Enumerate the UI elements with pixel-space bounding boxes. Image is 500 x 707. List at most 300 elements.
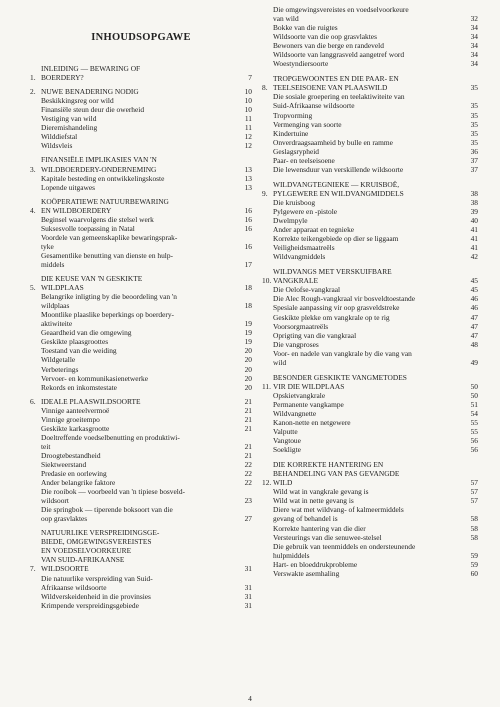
toc-entry	[30, 406, 252, 415]
toc-entry-text: Vinnige groeitempo	[41, 414, 100, 424]
toc-entry-text: Die rooibok — voorbeeld van 'n tipiese bosveld- wildsoort	[41, 487, 185, 506]
chapter-heading	[262, 460, 478, 487]
toc-chapter	[262, 180, 478, 261]
toc-entry	[30, 505, 252, 523]
toc-entry-text: Geskikte karkasgrootte	[41, 423, 110, 433]
toc-entry-page: 31	[244, 582, 252, 592]
toc-entry	[262, 487, 478, 496]
chapter-page: 38	[470, 188, 478, 198]
toc-entry	[30, 251, 252, 269]
toc-entry	[30, 123, 252, 132]
toc-entry-page: 20	[244, 373, 252, 383]
toc-entry-page: 11	[244, 123, 252, 133]
toc-entry-text: Moontlike plaaslike beperkings op boerdery- aktiwiteite	[41, 310, 174, 329]
chapter-page: 21	[244, 396, 252, 406]
toc-entry	[30, 383, 252, 392]
toc-entry-text: Dwelmpyle	[273, 216, 308, 226]
toc-entry	[30, 224, 252, 233]
toc-entry	[262, 560, 478, 569]
toc-entry	[30, 487, 252, 505]
chapter-number: 1.	[30, 73, 36, 83]
toc-entry-text: Vervoer- en kommunikasienetwerke	[41, 373, 148, 383]
toc-entry-page: 16	[244, 214, 252, 224]
chapter-page: 7	[248, 73, 252, 83]
chapter-page: 50	[470, 381, 478, 391]
page-number: 4	[248, 694, 252, 703]
toc-entry-page: 20	[244, 355, 252, 365]
toc-entry-text: Voor- en nadele van vangkrale by die vang van wild	[273, 348, 412, 367]
toc-entry-page: 23	[244, 496, 252, 506]
toc-entry-page: 41	[470, 234, 478, 244]
chapter-title: DIE KEUSE VAN 'N GESKIKTE WILDPLAAS	[41, 274, 143, 293]
chapter-page: 13	[244, 164, 252, 174]
toc-entry-page: 35	[470, 101, 478, 111]
toc-entry-text: Geskikte plaasgroottes	[41, 337, 109, 347]
toc-entry	[30, 233, 252, 251]
toc-entry	[262, 156, 478, 165]
toc-entry	[262, 322, 478, 331]
toc-entry-text: Wildgetalle	[41, 355, 76, 365]
toc-chapter	[30, 274, 252, 392]
toc-entry-text: Rekords en inkomstestate	[41, 382, 117, 392]
toc-entry-text: Predasie en oorlewing	[41, 469, 107, 479]
toc-entry-page: 19	[244, 328, 252, 338]
toc-entry	[262, 59, 478, 68]
toc-entry-page: 16	[244, 223, 252, 233]
toc-entry	[30, 105, 252, 114]
toc-entry-text: Die kruisboog	[273, 197, 316, 207]
chapter-heading	[30, 155, 252, 173]
toc-entry	[262, 23, 478, 32]
toc-entry	[262, 303, 478, 312]
chapter-number: 9.	[262, 188, 268, 198]
chapter-title: TROPGEWOONTES EN DIE PAAR- EN TEELSEISOENE VAN PLAASWILD	[273, 74, 399, 93]
toc-entry-page: 34	[470, 32, 478, 42]
toc-entry	[262, 313, 478, 322]
toc-entry-text: Wildsoorte van langgrasveld aangetref word	[273, 50, 405, 60]
toc-entry-page: 41	[470, 243, 478, 253]
toc-chapter	[30, 155, 252, 191]
toc-entry	[262, 294, 478, 303]
toc-entry-text: Die lewensduur van verskillende wildsoorte	[273, 164, 404, 174]
toc-entry	[30, 328, 252, 337]
toc-entry-page: 31	[244, 591, 252, 601]
toc-entry-text: Vinnige aanteelvermoë	[41, 405, 110, 415]
toc-chapter	[262, 74, 478, 174]
toc-entry	[262, 216, 478, 225]
chapter-title: IDEALE PLAASWILDSOORTE	[41, 396, 141, 406]
toc-entry-text: Lopende uitgawes	[41, 182, 95, 192]
toc-entry	[262, 198, 478, 207]
toc-entry-page: 19	[244, 337, 252, 347]
toc-entry-text: Toestand van die weiding	[41, 346, 117, 356]
toc-chapter	[30, 197, 252, 269]
toc-entry-page: 22	[244, 478, 252, 488]
toc-entry-page: 40	[470, 216, 478, 226]
toc-entry-text: Verswakte asemhaling	[273, 568, 340, 578]
toc-entry	[30, 478, 252, 487]
toc-entry	[30, 469, 252, 478]
toc-entry	[30, 292, 252, 310]
right-continued-entries	[262, 5, 478, 68]
toc-entry	[262, 496, 478, 505]
toc-entry	[262, 243, 478, 252]
toc-entry-text: Paar- en teelseisoene	[273, 155, 335, 165]
chapter-heading	[30, 87, 252, 96]
toc-entry	[262, 418, 478, 427]
toc-entry-page: 38	[470, 197, 478, 207]
toc-entry	[30, 601, 252, 610]
toc-entry-text: Geaardheid van die omgewing	[41, 328, 132, 338]
toc-entry-page: 21	[244, 414, 252, 424]
toc-entry	[262, 505, 478, 523]
toc-entry-text: Spesiale aanpassing vir oop grasveldstreke	[273, 303, 400, 313]
right-column	[262, 0, 478, 584]
toc-entry-page: 47	[470, 312, 478, 322]
toc-entry-text: Wildsoorte van die oop grasvlaktes	[273, 32, 377, 42]
toc-entry-page: 21	[244, 423, 252, 433]
chapter-number: 5.	[30, 283, 36, 293]
toc-entry-text: Vestiging van wild	[41, 114, 97, 124]
toc-entry-text: Soekligte	[273, 445, 301, 455]
toc-entry	[262, 32, 478, 41]
toc-entry-text: Gesamentlike benutting van dienste en hulp- middels	[41, 250, 173, 269]
toc-entry-text: Finansiële steun deur die owerheid	[41, 105, 145, 115]
toc-entry-page: 20	[244, 382, 252, 392]
chapter-heading	[30, 64, 252, 82]
toc-entry-text: Kapitale besteding en ontwikkelingskoste	[41, 173, 165, 183]
toc-entry-text: Bewoners van die berge en randeveld	[273, 41, 384, 51]
toc-entry-page: 37	[470, 155, 478, 165]
toc-entry-page: 55	[470, 418, 478, 428]
toc-entry-text: Die omgewingsvereistes en voedselvoorkeure van wild	[273, 5, 409, 24]
toc-entry	[262, 285, 478, 294]
toc-entry-page: 56	[470, 436, 478, 446]
toc-entry-text: Doeltreffende voedselbenutting en produktiwi- teit	[41, 432, 180, 451]
toc-entry-page: 20	[244, 364, 252, 374]
toc-chapter	[262, 267, 478, 367]
toc-entry-page: 22	[244, 459, 252, 469]
toc-entry-page: 37	[470, 164, 478, 174]
toc-entry-text: Wildvangnette	[273, 408, 317, 418]
toc-entry	[30, 337, 252, 346]
toc-entry	[262, 445, 478, 454]
toc-entry	[30, 114, 252, 123]
toc-entry-page: 47	[470, 330, 478, 340]
toc-entry-text: Hart- en bloeddrukprobleme	[273, 559, 358, 569]
toc-entry-text: Korrekte hantering van die dier	[273, 523, 366, 533]
chapter-title: WILDVANGTEGNIEKE — KRUISBOË, PYLGEWERE EN WILDVANGMIDDELS	[273, 179, 404, 198]
toc-entry-page: 32	[470, 14, 478, 24]
toc-entry-text: Oprigting van die vangkraal	[273, 330, 357, 340]
toc-entry-page: 19	[244, 319, 252, 329]
toc-entry	[262, 542, 478, 560]
toc-entry-text: Vangtoue	[273, 436, 301, 446]
toc-entry-page: 21	[244, 450, 252, 460]
left-sections	[30, 64, 252, 610]
toc-chapter	[30, 397, 252, 524]
toc-entry	[262, 92, 478, 110]
toc-entry	[262, 50, 478, 59]
toc-chapter	[30, 528, 252, 609]
toc-entry-text: Wild wat in vangkrale gevang is	[273, 487, 369, 497]
toc-entry-text: Dieremishandeling	[41, 123, 98, 133]
toc-chapter	[30, 87, 252, 150]
toc-entry	[262, 569, 478, 578]
toc-entry-text: Die springbok — tiperende boksoort van die oop grasvlaktes	[41, 505, 173, 524]
toc-entry	[30, 592, 252, 601]
toc-entry-text: Permanente vangkampe	[273, 399, 344, 409]
toc-entry-text: Wildverskeidenheid in die provinsies	[41, 591, 151, 601]
toc-entry-page: 34	[470, 50, 478, 60]
toc-entry-text: Wild wat in nette gevang is	[273, 496, 354, 506]
toc-entry-text: Onverdraagsaamheid by bulle en ramme	[273, 137, 393, 147]
toc-entry	[262, 391, 478, 400]
toc-chapter	[30, 64, 252, 82]
toc-entry-page: 48	[470, 339, 478, 349]
toc-entry	[262, 147, 478, 156]
toc-entry-page: 35	[470, 110, 478, 120]
toc-entry-page: 34	[470, 41, 478, 51]
toc-entry-text: Ander belangrike faktore	[41, 478, 116, 488]
chapter-number: 11.	[262, 381, 271, 391]
chapter-page: 18	[244, 283, 252, 293]
toc-entry	[30, 132, 252, 141]
toc-entry-text: Valputte	[273, 427, 298, 437]
chapter-heading	[30, 397, 252, 406]
toc-entry-text: Kindertuine	[273, 128, 309, 138]
toc-entry	[262, 225, 478, 234]
toc-entry	[262, 138, 478, 147]
chapter-heading	[30, 528, 252, 573]
chapter-page: 31	[244, 564, 252, 574]
toc-entry-text: Pylgewere en -pistole	[273, 206, 338, 216]
toc-entry-text: Woestyndiersoorte	[273, 59, 329, 69]
chapter-title: BESONDER GESKIKTE VANGMETODES VIR DIE WILDPLAAS	[273, 372, 407, 391]
toc-entry-page: 45	[470, 285, 478, 295]
toc-entry	[30, 451, 252, 460]
toc-entry-text: Droogtebestandheid	[41, 450, 101, 460]
toc-entry-page: 27	[244, 514, 252, 524]
toc-entry-text: Ander apparaat en tegnieke	[273, 225, 355, 235]
toc-entry	[262, 524, 478, 533]
toc-chapter	[262, 460, 478, 578]
toc-entry-text: Die vangproses	[273, 339, 319, 349]
toc-entry-page: 17	[244, 259, 252, 269]
toc-entry	[30, 460, 252, 469]
toc-entry-text: Die Alec Rough-vangkraal vir bosveldtoestande	[273, 294, 416, 304]
toc-entry	[262, 5, 478, 23]
right-sections	[262, 74, 478, 577]
chapter-title: KOÖPERATIEWE NATUURBEWARING EN WILDBOERDERY	[41, 196, 169, 215]
toc-entry-text: Die sosiale groepering en teelaktiwiteite van Suid-Afrikaanse wildsoorte	[273, 92, 405, 111]
toc-entry-page: 59	[470, 550, 478, 560]
toc-entry-text: Versteurings van die senuwee-stelsel	[273, 532, 382, 542]
toc-entry-page: 46	[470, 294, 478, 304]
toc-entry-page: 13	[244, 173, 252, 183]
toc-chapter	[262, 373, 478, 454]
toc-entry	[262, 349, 478, 367]
chapter-number: 8.	[262, 83, 268, 93]
chapter-title: NATUURLIKE VERSPREIDINGSGE- BIEDE, OMGEWINGSVEREISTES EN VOEDSELVOORKEURE VAN SUID-AFRIKAANSE WILDSOORTE	[41, 528, 160, 574]
toc-entry-page: 35	[470, 119, 478, 129]
chapter-heading	[262, 180, 478, 198]
toc-entry-text: Tropvorming	[273, 110, 313, 120]
chapter-heading	[30, 197, 252, 215]
chapter-heading	[30, 274, 252, 292]
chapter-number: 7.	[30, 564, 36, 574]
toc-entry	[30, 310, 252, 328]
toc-entry-page: 50	[470, 390, 478, 400]
toc-entry-page: 12	[244, 141, 252, 151]
toc-entry-page: 11	[244, 114, 252, 124]
toc-entry	[30, 415, 252, 424]
toc-entry-page: 60	[470, 568, 478, 578]
toc-entry-page: 10	[244, 105, 252, 115]
toc-entry	[30, 141, 252, 150]
toc-entry	[262, 234, 478, 243]
toc-entry-page: 36	[470, 146, 478, 156]
toc-entry	[30, 424, 252, 433]
toc-entry-page: 21	[244, 441, 252, 451]
toc-entry-text: Voorsorgmaatreëls	[273, 321, 329, 331]
chapter-title: WILDVANGS MET VERSKUIFBARE VANGKRALE	[273, 267, 392, 286]
chapter-page: 35	[470, 83, 478, 93]
chapter-number: 3.	[30, 164, 36, 174]
toc-entry-text: Wilddiefstal	[41, 132, 78, 142]
toc-entry	[30, 215, 252, 224]
toc-entry	[30, 374, 252, 383]
toc-entry	[262, 41, 478, 50]
toc-entry	[262, 409, 478, 418]
toc-entry	[30, 365, 252, 374]
toc-entry-text: Geskikte plekke om vangkrale op te rig	[273, 312, 390, 322]
toc-entry-text: Belangrike inligting by die beoordeling van 'n wildplaas	[41, 292, 177, 311]
toc-entry-page: 35	[470, 128, 478, 138]
toc-entry-text: Vermenging van soorte	[273, 119, 342, 129]
toc-entry	[30, 433, 252, 451]
toc-entry-text: Veiligheidsmaatreëls	[273, 243, 335, 253]
toc-entry	[262, 207, 478, 216]
toc-entry-page: 35	[470, 137, 478, 147]
toc-entry-page: 54	[470, 408, 478, 418]
toc-entry-page: 46	[470, 303, 478, 313]
chapter-number: 12.	[262, 478, 272, 488]
toc-entry-text: Die gebruik van teenmiddels en ondersteunende hulpmiddels	[273, 541, 416, 560]
toc-entry	[30, 174, 252, 183]
toc-entry-text: Verbeterings	[41, 364, 79, 374]
toc-entry	[262, 111, 478, 120]
toc-entry-text: Korrekte teikengebiede op dier se liggaam	[273, 234, 399, 244]
toc-entry-page: 55	[470, 427, 478, 437]
toc-entry	[262, 252, 478, 261]
toc-entry	[262, 331, 478, 340]
toc-entry	[30, 183, 252, 192]
toc-entry-page: 58	[470, 532, 478, 542]
toc-entry-text: Die Oelofse-vangkraal	[273, 285, 341, 295]
toc-entry-page: 20	[244, 346, 252, 356]
toc-entry	[262, 165, 478, 174]
toc-entry-text: Krimpende verspreidingsgebiede	[41, 600, 139, 610]
chapter-heading	[262, 373, 478, 391]
chapter-heading	[262, 267, 478, 285]
toc-entry	[262, 120, 478, 129]
toc-entry-page: 58	[470, 514, 478, 524]
chapter-page: 10	[244, 87, 252, 97]
toc-entry-page: 16	[244, 241, 252, 251]
toc-entry-text: Opskietvangkrale	[273, 390, 326, 400]
toc-entry-page: 22	[244, 469, 252, 479]
toc-entry-page: 47	[470, 321, 478, 331]
toc-entry-page: 57	[470, 487, 478, 497]
toc-entry-page: 51	[470, 399, 478, 409]
toc-entry-page: 34	[470, 23, 478, 33]
toc-entry-page: 39	[470, 206, 478, 216]
toc-entry-text: Die natuurlike verspreiding van Suid- Afrikaanse wildsoorte	[41, 573, 153, 592]
chapter-page: 16	[244, 205, 252, 215]
toc-entry-page: 58	[470, 523, 478, 533]
toc-entry-text: Suksesvolle toepassing in Natal	[41, 223, 135, 233]
toc-entry-page: 42	[470, 252, 478, 262]
chapter-page: 45	[470, 276, 478, 286]
chapter-number: 10.	[262, 276, 272, 286]
toc-entry	[30, 96, 252, 105]
toc-entry-page: 10	[244, 96, 252, 106]
toc-entry-page: 18	[244, 301, 252, 311]
toc-entry-page: 56	[470, 445, 478, 455]
chapter-number: 6.	[30, 396, 36, 406]
toc-entry	[262, 340, 478, 349]
chapter-number: 4.	[30, 205, 36, 215]
left-column	[30, 0, 252, 615]
toc-entry	[262, 400, 478, 409]
toc-entry-page: 12	[244, 132, 252, 142]
toc-entry-page: 21	[244, 405, 252, 415]
chapter-title: DIE KORREKTE HANTERING EN BEHANDELING VAN PAS GEVANGDE WILD	[273, 460, 400, 488]
chapter-heading	[262, 74, 478, 92]
toc-entry-text: Siektweerstand	[41, 459, 87, 469]
toc-entry	[262, 436, 478, 445]
toc-entry	[262, 533, 478, 542]
toc-entry-text: Kanon-nette en netgewere	[273, 418, 351, 428]
toc-entry-page: 41	[470, 225, 478, 235]
chapter-number: 2.	[30, 87, 36, 97]
toc-entry-page: 59	[470, 559, 478, 569]
toc-entry-page: 13	[244, 182, 252, 192]
toc-entry-page: 57	[470, 496, 478, 506]
toc-entry	[30, 355, 252, 364]
toc-entry	[30, 346, 252, 355]
toc-entry-text: Bokke van die ruigtes	[273, 23, 338, 33]
toc-entry-page: 34	[470, 59, 478, 69]
toc-entry-page: 31	[244, 600, 252, 610]
chapter-title: INLEIDING — BEWARING OF BOERDERY?	[41, 64, 141, 83]
toc-entry-text: Beginsel waarvolgens die stelsel werk	[41, 214, 154, 224]
toc-entry-text: Beskikkingsreg oor wild	[41, 96, 114, 106]
toc-entry	[30, 574, 252, 592]
toc-entry	[262, 427, 478, 436]
chapter-title: NUWE BENADERING NODIG	[41, 87, 139, 97]
toc-entry	[262, 129, 478, 138]
toc-entry-text: Wildsvleis	[41, 141, 73, 151]
toc-entry-text: Wildvangmiddels	[273, 252, 326, 262]
toc-entry-text: Voordele van gemeenskaplike bewaringsprak- tyke	[41, 232, 178, 251]
toc-entry-text: Geslagsrypheid	[273, 146, 319, 156]
chapter-page: 57	[470, 478, 478, 488]
page-title: INHOUDSOPGAWE	[91, 32, 191, 43]
chapter-title: FINANSIËLE IMPLIKASIES VAN 'N WILDBOERDERY-ONDERNEMING	[41, 155, 157, 174]
toc-entry-page: 49	[470, 357, 478, 367]
